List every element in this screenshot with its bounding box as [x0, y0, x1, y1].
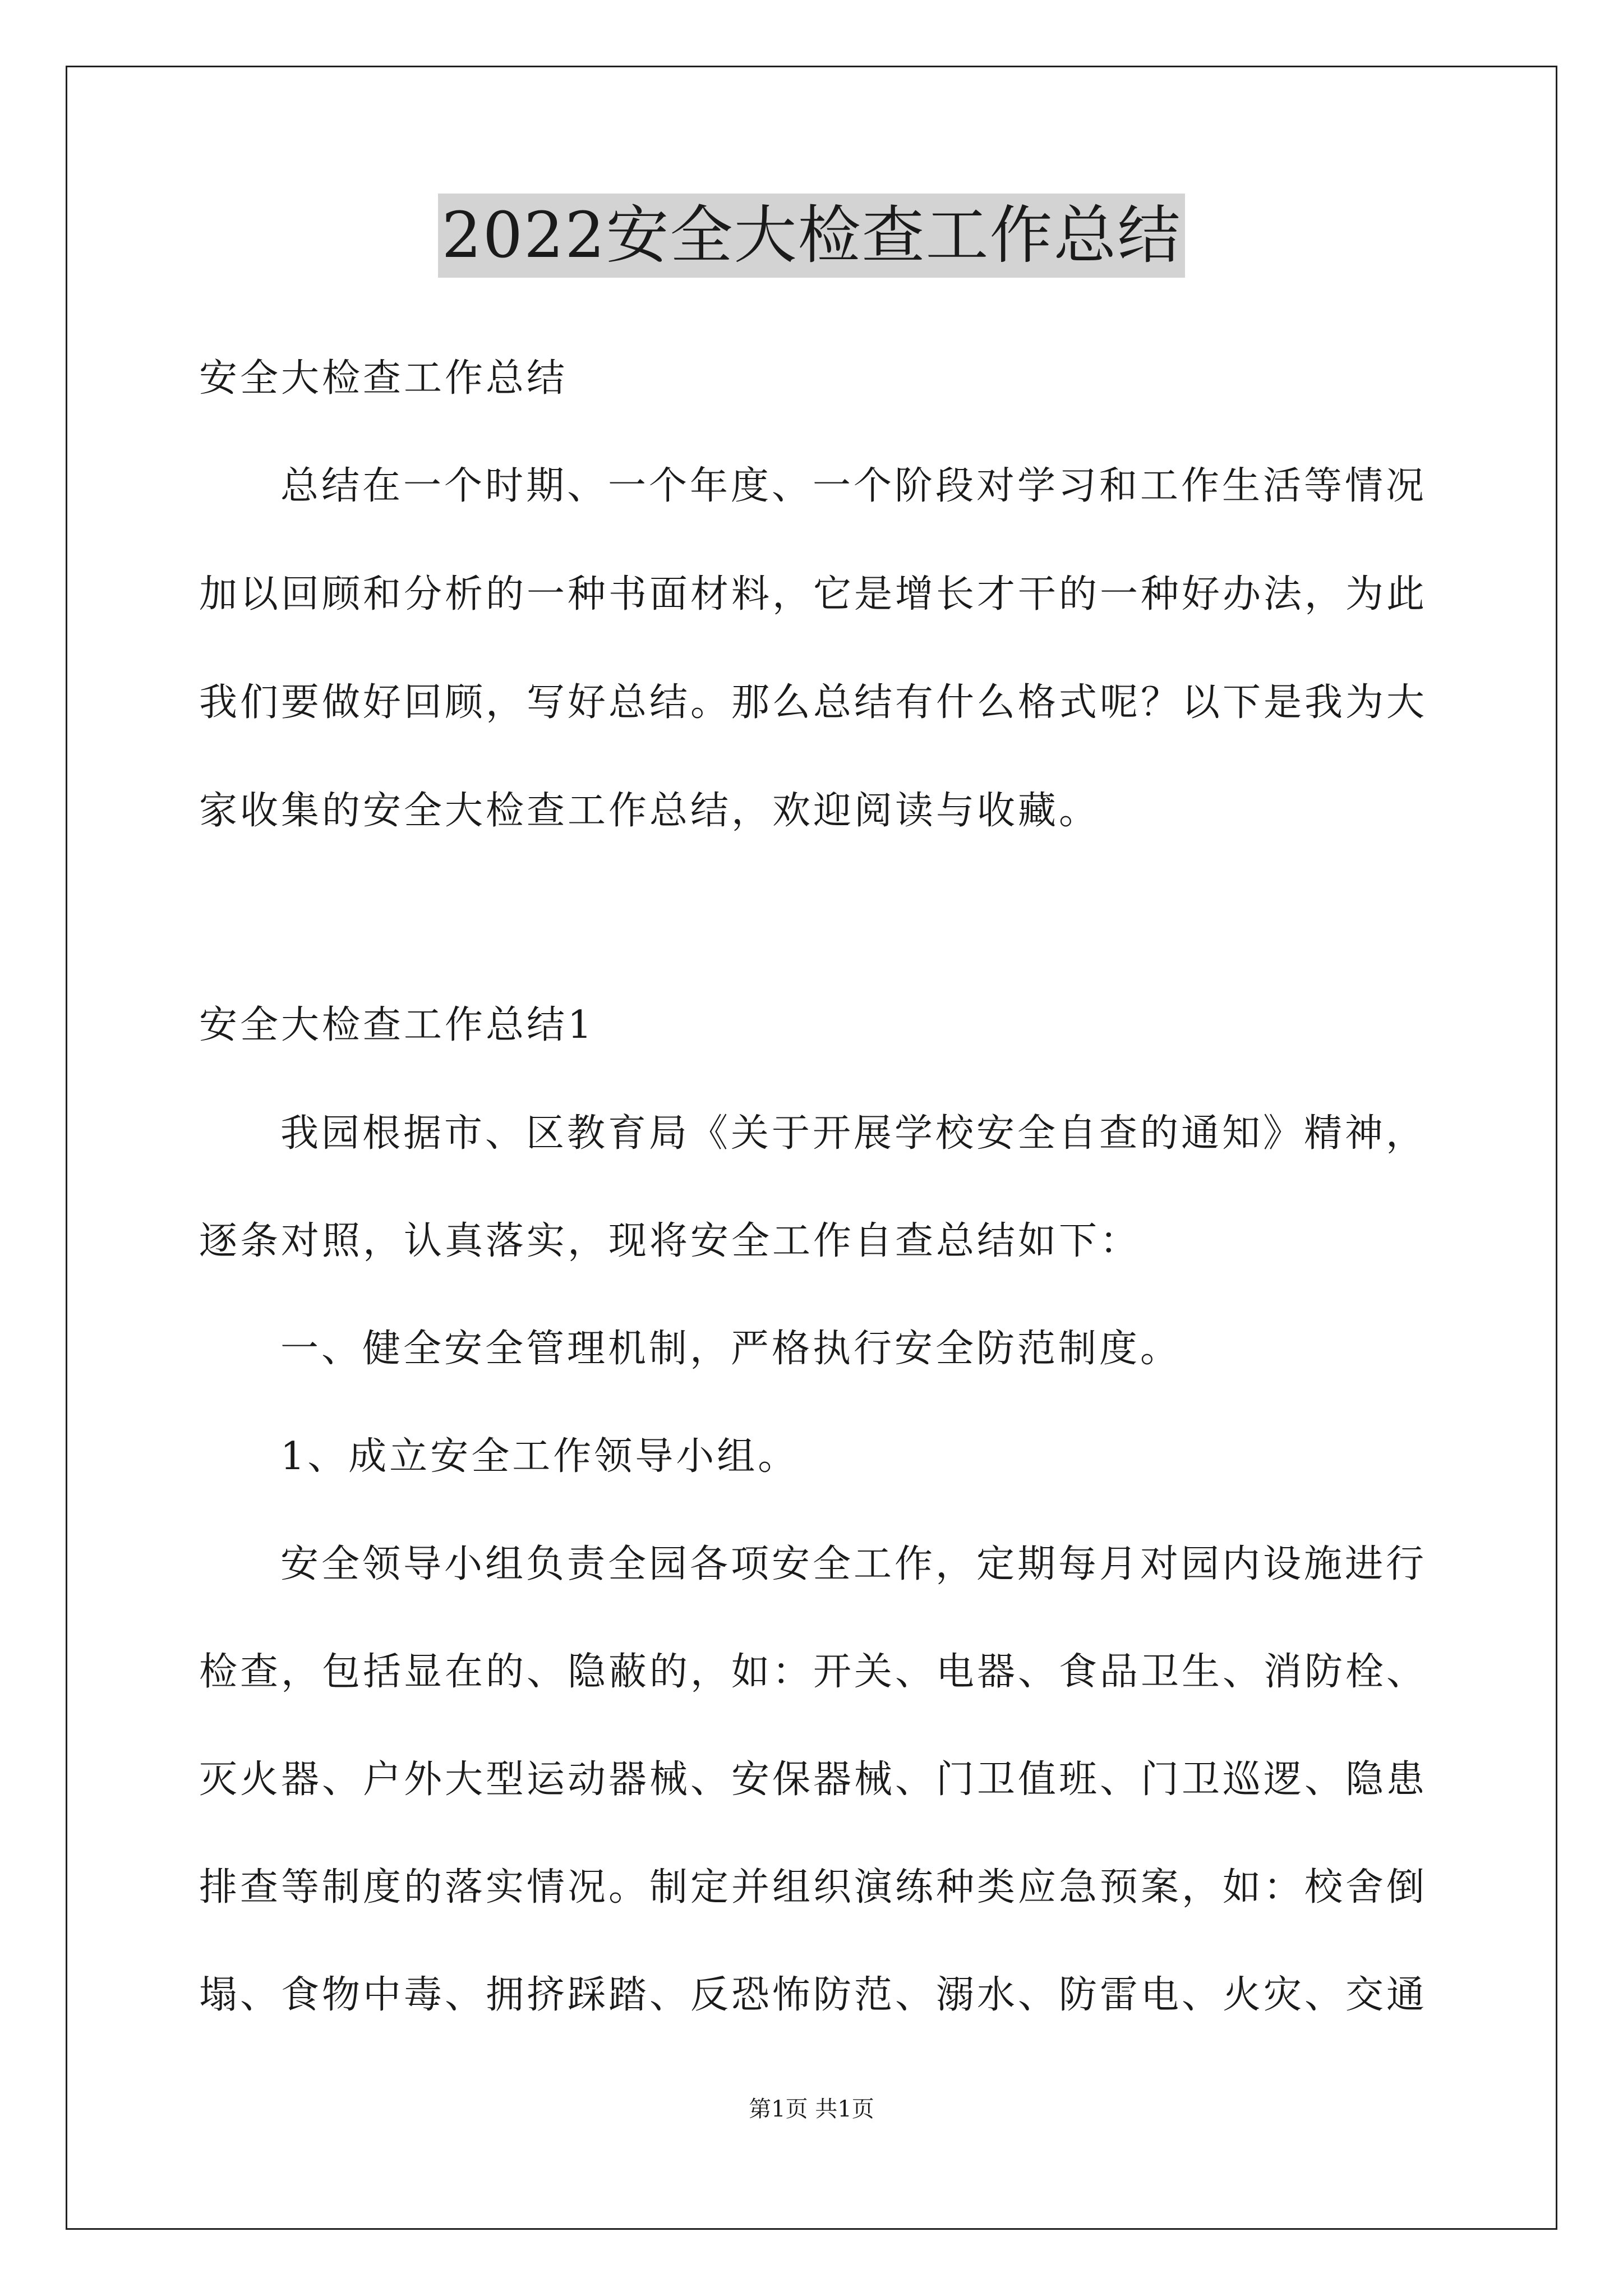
title-container [0, 194, 1623, 278]
paragraph-line: 我们要做好回顾，写好总结。那么总结有什么格式呢？以下是我为大 [199, 680, 1428, 725]
paragraph-line: 家收集的安全大检查工作总结，欢迎阅读与收藏。 [199, 789, 1100, 833]
paragraph-line: 1、成立安全工作领导小组。 [280, 1434, 799, 1479]
paragraph-line: 安全领导小组负责全园各项安全工作，定期每月对园内设施进行 [280, 1542, 1427, 1586]
paragraph-line: 我园根据市、区教育局《关于开展学校安全自查的通知》精神， [280, 1111, 1427, 1156]
page-footer: 第1页 共1页 [749, 2096, 874, 2122]
document-title: 2022安全大检查工作总结 [438, 194, 1184, 278]
paragraph-line: 一、健全安全管理机制，严格执行安全防范制度。 [280, 1327, 1182, 1371]
subtitle-line: 安全大检查工作总结 [199, 356, 568, 401]
paragraph-line: 加以回顾和分析的一种书面材料，它是增长才干的一种好办法，为此 [199, 572, 1428, 616]
paragraph-line: 灭火器、户外大型运动器械、安保器械、门卫值班、门卫巡逻、隐患 [199, 1757, 1428, 1802]
paragraph-line: 逐条对照，认真落实，现将安全工作自查总结如下： [199, 1219, 1141, 1263]
section-heading: 安全大检查工作总结1 [199, 1003, 595, 1047]
paragraph-line: 检查，包括显在的、隐蔽的，如：开关、电器、食品卫生、消防栓、 [199, 1650, 1428, 1694]
paragraph-line: 总结在一个时期、一个年度、一个阶段对学习和工作生活等情况 [280, 464, 1427, 508]
paragraph-line: 塌、食物中毒、拥挤踩踏、反恐怖防范、溺水、防雷电、火灾、交通 [199, 1973, 1428, 2017]
paragraph-line: 排查等制度的落实情况。制定并组织演练种类应急预案，如：校舍倒 [199, 1865, 1428, 1910]
